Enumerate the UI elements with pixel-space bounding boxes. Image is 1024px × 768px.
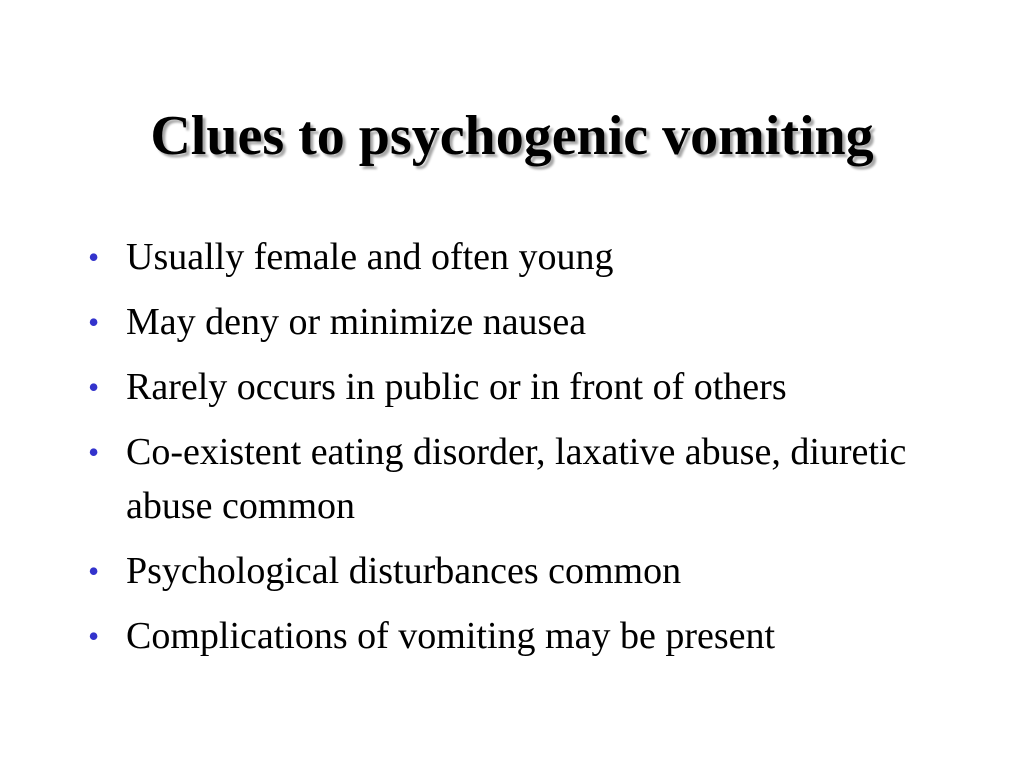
bullet-item — [86, 295, 966, 349]
bullet-text: Rarely occurs in public or in front of others — [126, 366, 787, 408]
bullet-text: Complications of vomiting may be present — [126, 615, 776, 657]
bullet-text: Co-existent eating disorder, laxative abuse, diuretic abuse common — [126, 431, 907, 527]
bullet-icon: • — [88, 239, 100, 275]
bullet-list — [86, 230, 966, 674]
bullet-icon: • — [88, 369, 100, 405]
bullet-text: Psychological disturbances common — [126, 550, 682, 592]
bullet-item — [86, 425, 966, 533]
bullet-text: Usually female and often young — [126, 236, 614, 278]
bullet-icon: • — [88, 304, 100, 340]
bullet-icon: • — [88, 434, 100, 470]
bullet-item — [86, 360, 966, 414]
bullet-icon: • — [88, 553, 100, 589]
slide-title: Clues to psychogenic vomiting — [150, 105, 874, 167]
bullet-item — [86, 544, 966, 598]
bullet-item — [86, 230, 966, 284]
bullet-item — [86, 609, 966, 663]
bullet-icon: • — [88, 618, 100, 654]
bullet-text: May deny or minimize nausea — [126, 301, 587, 343]
